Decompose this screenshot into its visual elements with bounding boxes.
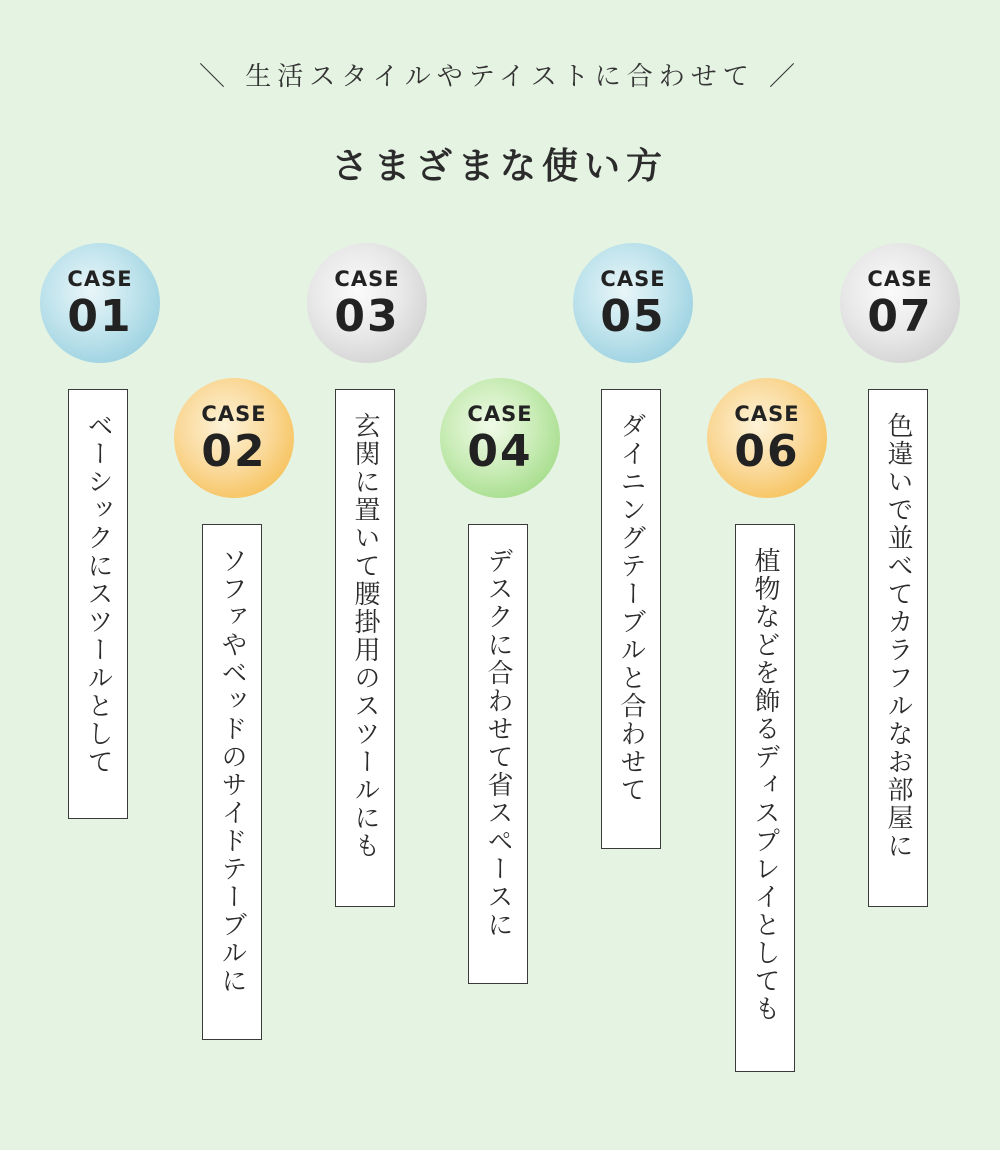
case-description: ソファやベッドのサイドテーブルに: [217, 547, 247, 995]
case-card: [468, 524, 528, 984]
case-number: 06: [734, 426, 800, 477]
page-title: さまざまな使い方: [331, 146, 668, 187]
case-description: デスクに合わせて省スペースに: [483, 547, 513, 939]
case-label: CASE: [600, 267, 666, 291]
case-label: CASE: [201, 402, 267, 426]
case-number: 05: [600, 291, 666, 342]
case-label: CASE: [334, 267, 400, 291]
case-number: 02: [201, 426, 267, 477]
case-label: CASE: [734, 402, 800, 426]
case-description: 色違いで並べてカラフルなお部屋に: [883, 412, 913, 860]
case-card: [868, 389, 928, 907]
case-number: 07: [867, 291, 933, 342]
case-badge: [307, 243, 427, 363]
case-description: ベーシックにスツールとして: [83, 412, 113, 776]
page-subtitle: ＼ 生活スタイルやテイストに合わせて ／: [199, 62, 801, 92]
case-card: [68, 389, 128, 819]
case-description: ダイニングテーブルと合わせて: [616, 412, 646, 804]
case-badge: [40, 243, 160, 363]
case-number: 03: [334, 291, 400, 342]
case-card: [601, 389, 661, 849]
case-badge: [440, 378, 560, 498]
case-badge: [840, 243, 960, 363]
case-card: [335, 389, 395, 907]
case-description: 植物などを飾るディスプレイとしても: [750, 547, 780, 1023]
case-label: CASE: [67, 267, 133, 291]
case-badge: [707, 378, 827, 498]
case-card: [735, 524, 795, 1072]
case-label: CASE: [467, 402, 533, 426]
case-badge: [573, 243, 693, 363]
case-description: 玄関に置いて腰掛用のスツールにも: [350, 412, 380, 860]
case-number: 01: [67, 291, 133, 342]
case-card: [202, 524, 262, 1040]
case-number: 04: [467, 426, 533, 477]
case-badge: [174, 378, 294, 498]
case-label: CASE: [867, 267, 933, 291]
